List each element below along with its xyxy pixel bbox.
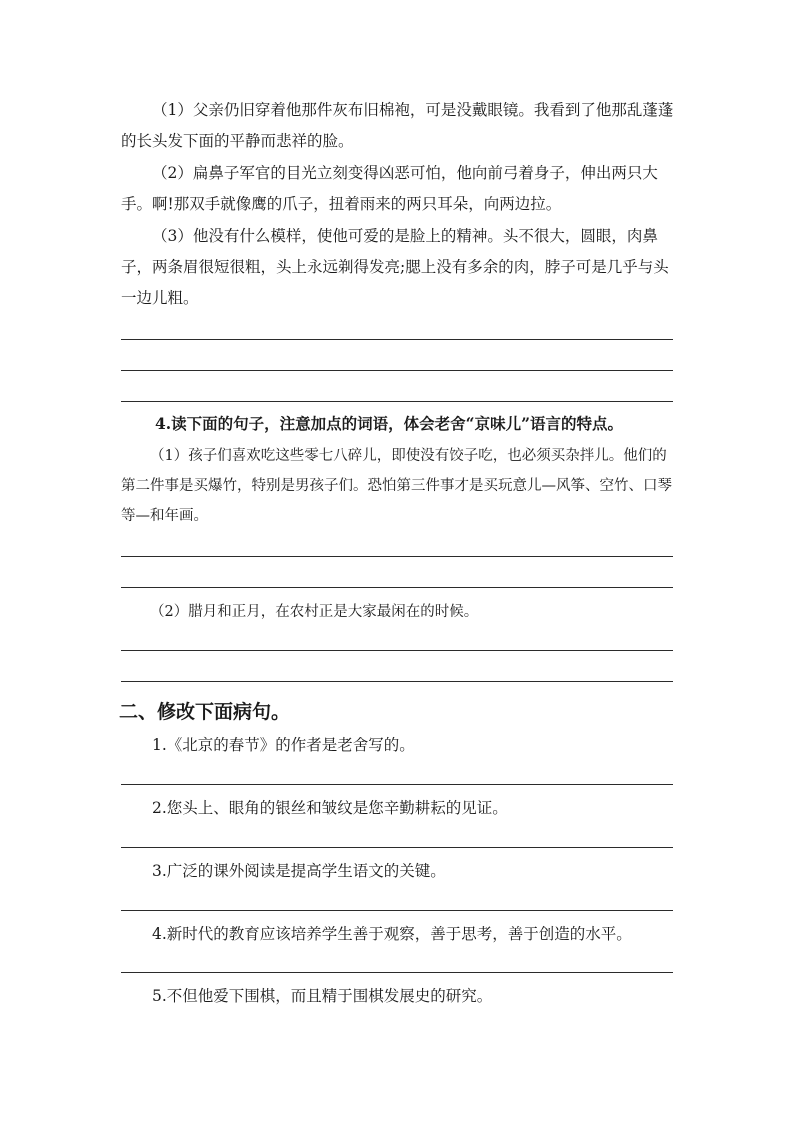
answer-line[interactable]	[121, 847, 673, 848]
section-2-title: 二、修改下面病句。	[119, 701, 291, 723]
paragraph-1: （1）父亲仍旧穿着他那件灰布旧棉袍，可是没戴眼镜。我看到了他那乱蓬蓬的长头发下面的平静而悲祥的脸。	[121, 101, 674, 150]
answer-line[interactable]	[121, 401, 673, 402]
answer-line[interactable]	[121, 910, 673, 911]
answer-line[interactable]	[121, 650, 673, 651]
sentence-item-4: 4.新时代的教育应该培养学生善于观察，善于思考，善于创造的水平。	[152, 925, 632, 943]
sentence-item-5: 5.不但他爱下围棋，而且精于围棋发展史的研究。	[152, 987, 493, 1005]
answer-line[interactable]	[121, 784, 673, 785]
answer-line[interactable]	[121, 370, 673, 371]
answer-line[interactable]	[121, 556, 673, 557]
paragraph-2: （2）扁鼻子军官的目光立刻变得凶恶可怕，他向前弓着身子，伸出两只大手。啊!那双手就像鹰的爪子，扭着雨来的两只耳朵，向两边拉。	[121, 164, 658, 213]
sentence-item-1: 1.《北京的春节》的作者是老舍写的。	[152, 736, 415, 754]
sentence-item-3: 3.广泛的课外阅读是提高学生语文的关键。	[152, 862, 446, 880]
answer-line[interactable]	[121, 972, 673, 973]
answer-line[interactable]	[121, 587, 673, 588]
question-4-sentence-1: （1）孩子们喜欢吃这些零七八碎儿，即使没有饺子吃，也必须买杂拌儿。他们的第二件事是买爆竹，特别是男孩子们。恐怕第三件事才是买玩意儿—风筝、空竹、口琴等—和年画。	[121, 448, 672, 524]
answer-line[interactable]	[121, 339, 673, 340]
question-4-sentence-2: （2）腊月和正月，在农村正是大家最闲在的时候。	[150, 604, 479, 620]
question-4-heading: 4.读下面的句子，注意加点的词语，体会老舍“京味儿”语言的特点。	[155, 414, 624, 433]
paragraph-3: （3）他没有什么模样，使他可爱的是脸上的精神。头不很大，圆眼，肉鼻子，两条眉很短很粗，头上永远剃得发亮;腮上没有多余的肉，脖子可是几乎与头一边儿粗。	[121, 227, 669, 307]
sentence-item-2: 2.您头上、眼角的银丝和皱纹是您辛勤耕耘的见证。	[152, 799, 508, 817]
answer-line[interactable]	[121, 681, 673, 682]
